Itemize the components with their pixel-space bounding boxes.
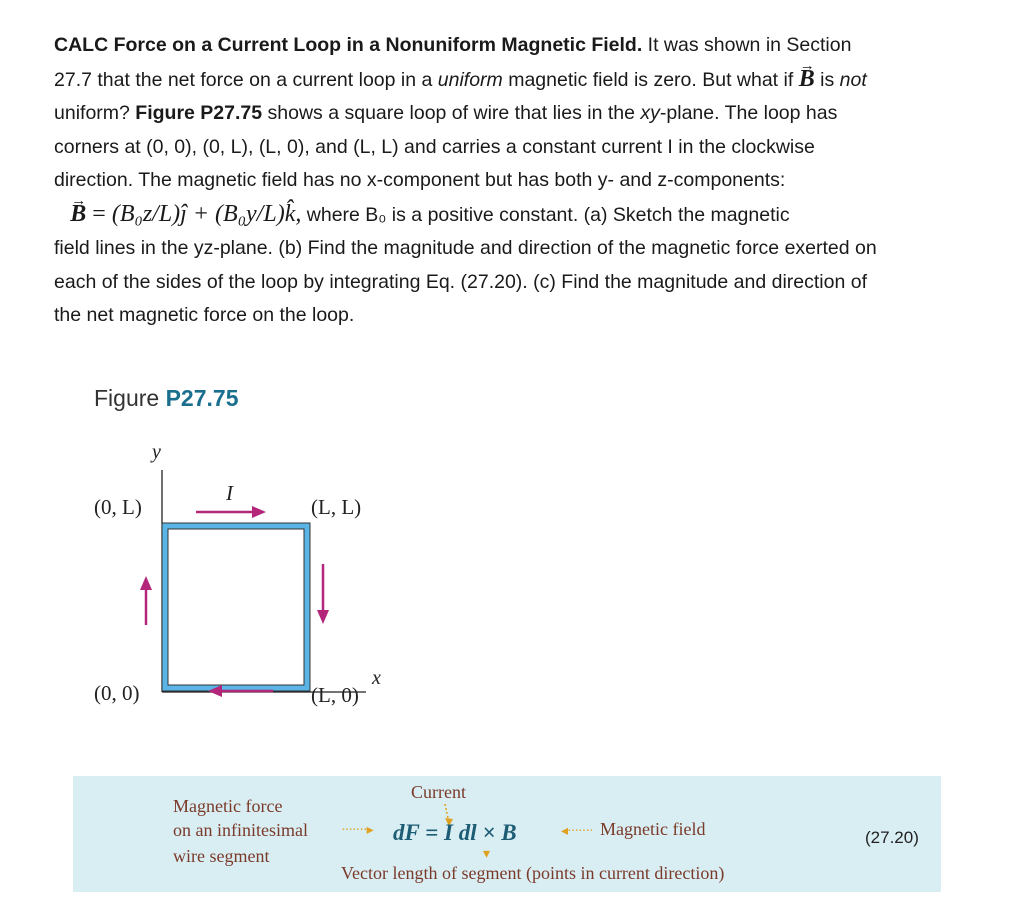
- b-vector-symbol: → B: [799, 63, 815, 97]
- figure-reference: Figure P27.75: [135, 102, 263, 124]
- arrow-up-icon: [140, 576, 152, 625]
- corner-label-top-right: (L, L): [311, 495, 362, 519]
- force-pointer-icon: ·······▸: [341, 823, 373, 838]
- force-annotation-3: wire segment: [173, 846, 270, 866]
- field-equation: (B₀z/L)ĵ + (B₀y/L)k̂,: [111, 200, 302, 227]
- field-pointer-icon: ◂·······: [561, 824, 593, 839]
- corner-label-bottom-left: (0, 0): [94, 681, 140, 705]
- equation-box: [73, 776, 941, 892]
- problem-line-4: corners at (0, 0), (0, L), (L, 0), and (L, L) and carries a constant current I in the clockwise: [54, 135, 815, 158]
- force-annotation-1: Magnetic force: [173, 796, 283, 816]
- b-vector-symbol-eq: → B: [70, 198, 86, 232]
- problem-line-7: field lines in the yz-plane. (b) Find the magnitude and direction of the magnetic force exerted on: [54, 237, 877, 259]
- x-axis-label: x: [372, 667, 381, 689]
- problem-line-1: CALC Force on a Current Loop in a Nonuniform Magnetic Field. It was shown in Section: [54, 34, 852, 56]
- corner-label-top-left: (0, L): [94, 495, 142, 519]
- y-axis-label: y: [152, 441, 161, 463]
- arrow-down-icon: [317, 564, 329, 624]
- arrow-right-icon: [196, 506, 266, 518]
- problem-line-5: direction. The magnetic field has no x-component but has both y- and z-components:: [54, 169, 786, 191]
- problem-text: [54, 29, 984, 333]
- problem-line-6: → B = (B₀z/L)ĵ + (B₀y/L)k̂, where B₀ is a positive constant. (a) Sketch the magnetic: [54, 198, 984, 233]
- force-annotation-2: on an infinitesimal: [173, 820, 308, 840]
- force-equation: dF = I dl × B: [393, 820, 517, 845]
- problem-line-9: the net magnetic force on the loop.: [54, 304, 355, 326]
- loop-figure: [80, 430, 400, 730]
- equation-number: (27.20): [865, 828, 919, 847]
- problem-line-2: 27.7 that the net force on a current loop in a uniform magnetic field is zero. But what if → B is not: [54, 63, 984, 98]
- current-loop: [165, 526, 307, 688]
- current-annotation: Current: [411, 782, 466, 802]
- corner-label-bottom-right: (L, 0): [311, 683, 359, 707]
- problem-title: CALC Force on a Current Loop in a Nonuniform Magnetic Field.: [54, 34, 643, 56]
- problem-line-3: uniform? Figure P27.75 shows a square loop of wire that lies in the xy-plane. The loop has: [54, 102, 838, 124]
- field-annotation: Magnetic field: [600, 819, 706, 839]
- current-label: I: [226, 481, 233, 505]
- problem-line-8: each of the sides of the loop by integrating Eq. (27.20). (c) Find the magnitude and direction of: [54, 270, 867, 293]
- figure-title: Figure P27.75: [94, 385, 239, 411]
- segment-pointer-icon: ▾: [483, 847, 491, 862]
- segment-annotation: Vector length of segment (points in current direction): [341, 863, 725, 883]
